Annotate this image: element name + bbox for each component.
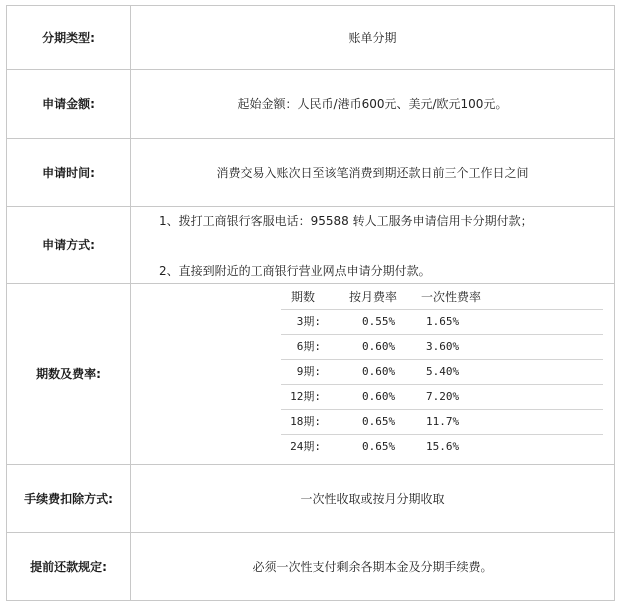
application-time-value: 消费交易入账次日至该笔消费到期还款日前三个工作日之间 xyxy=(216,165,529,180)
installment-type-value: 账单分期 xyxy=(348,31,397,45)
table-row xyxy=(131,360,614,384)
period-cell: 6期: xyxy=(296,340,321,353)
monthly-rate-cell: 0.60% xyxy=(362,340,396,353)
amount-label: 申请金额: xyxy=(42,97,95,111)
rates-label: 期数及费率: xyxy=(36,367,101,381)
fee-deduction-label: 手续费扣除方式: xyxy=(24,491,113,506)
header-periods: 期数 xyxy=(291,290,316,304)
onetime-rate-cell: 7.20% xyxy=(426,390,460,403)
onetime-rate-cell: 15.6% xyxy=(426,440,460,453)
period-cell: 12期: xyxy=(290,390,321,403)
rates-table xyxy=(131,283,614,464)
rates-header-row xyxy=(131,285,614,309)
method-line-branch: 2、直接到附近的工商银行营业网点申请分期付款。 xyxy=(159,264,431,278)
table-row xyxy=(131,385,614,409)
monthly-rate-cell: 0.60% xyxy=(362,365,396,378)
monthly-rate-cell: 0.65% xyxy=(362,440,396,453)
application-time-label: 申请时间: xyxy=(42,165,95,180)
method-line-phone: 1、拨打工商银行客服电话：95588 转人工服务申请信用卡分期付款； xyxy=(159,214,533,228)
monthly-rate-cell: 0.60% xyxy=(362,390,396,403)
application-method-list xyxy=(131,206,614,283)
amount-value: 起始金额：人民币/港币600元、美元/欧元100元。 xyxy=(237,97,508,111)
period-cell: 24期: xyxy=(290,440,321,453)
onetime-rate-cell: 1.65% xyxy=(426,315,460,328)
table-row xyxy=(131,435,614,459)
early-repayment-label: 提前还款规定: xyxy=(30,559,107,574)
header-onetime-rate: 一次性费率 xyxy=(421,290,482,304)
onetime-rate-cell: 11.7% xyxy=(426,415,460,428)
installment-info-table xyxy=(6,5,615,601)
monthly-rate-cell: 0.65% xyxy=(362,415,396,428)
monthly-rate-cell: 0.55% xyxy=(362,315,396,328)
installment-type-label: 分期类型: xyxy=(42,31,95,45)
table-row xyxy=(131,310,614,334)
period-cell: 3期: xyxy=(296,315,321,328)
early-repayment-value: 必须一次性支付剩余各期本金及分期手续费。 xyxy=(252,559,493,574)
application-method-label: 申请方式: xyxy=(42,238,95,252)
onetime-rate-cell: 3.60% xyxy=(426,340,460,353)
period-cell: 18期: xyxy=(290,415,321,428)
period-cell: 9期: xyxy=(296,365,321,378)
table-row xyxy=(131,335,614,359)
fee-deduction-value: 一次性收取或按月分期收取 xyxy=(300,491,445,506)
table-row xyxy=(131,410,614,434)
onetime-rate-cell: 5.40% xyxy=(426,365,460,378)
header-monthly-rate: 按月费率 xyxy=(349,290,398,304)
